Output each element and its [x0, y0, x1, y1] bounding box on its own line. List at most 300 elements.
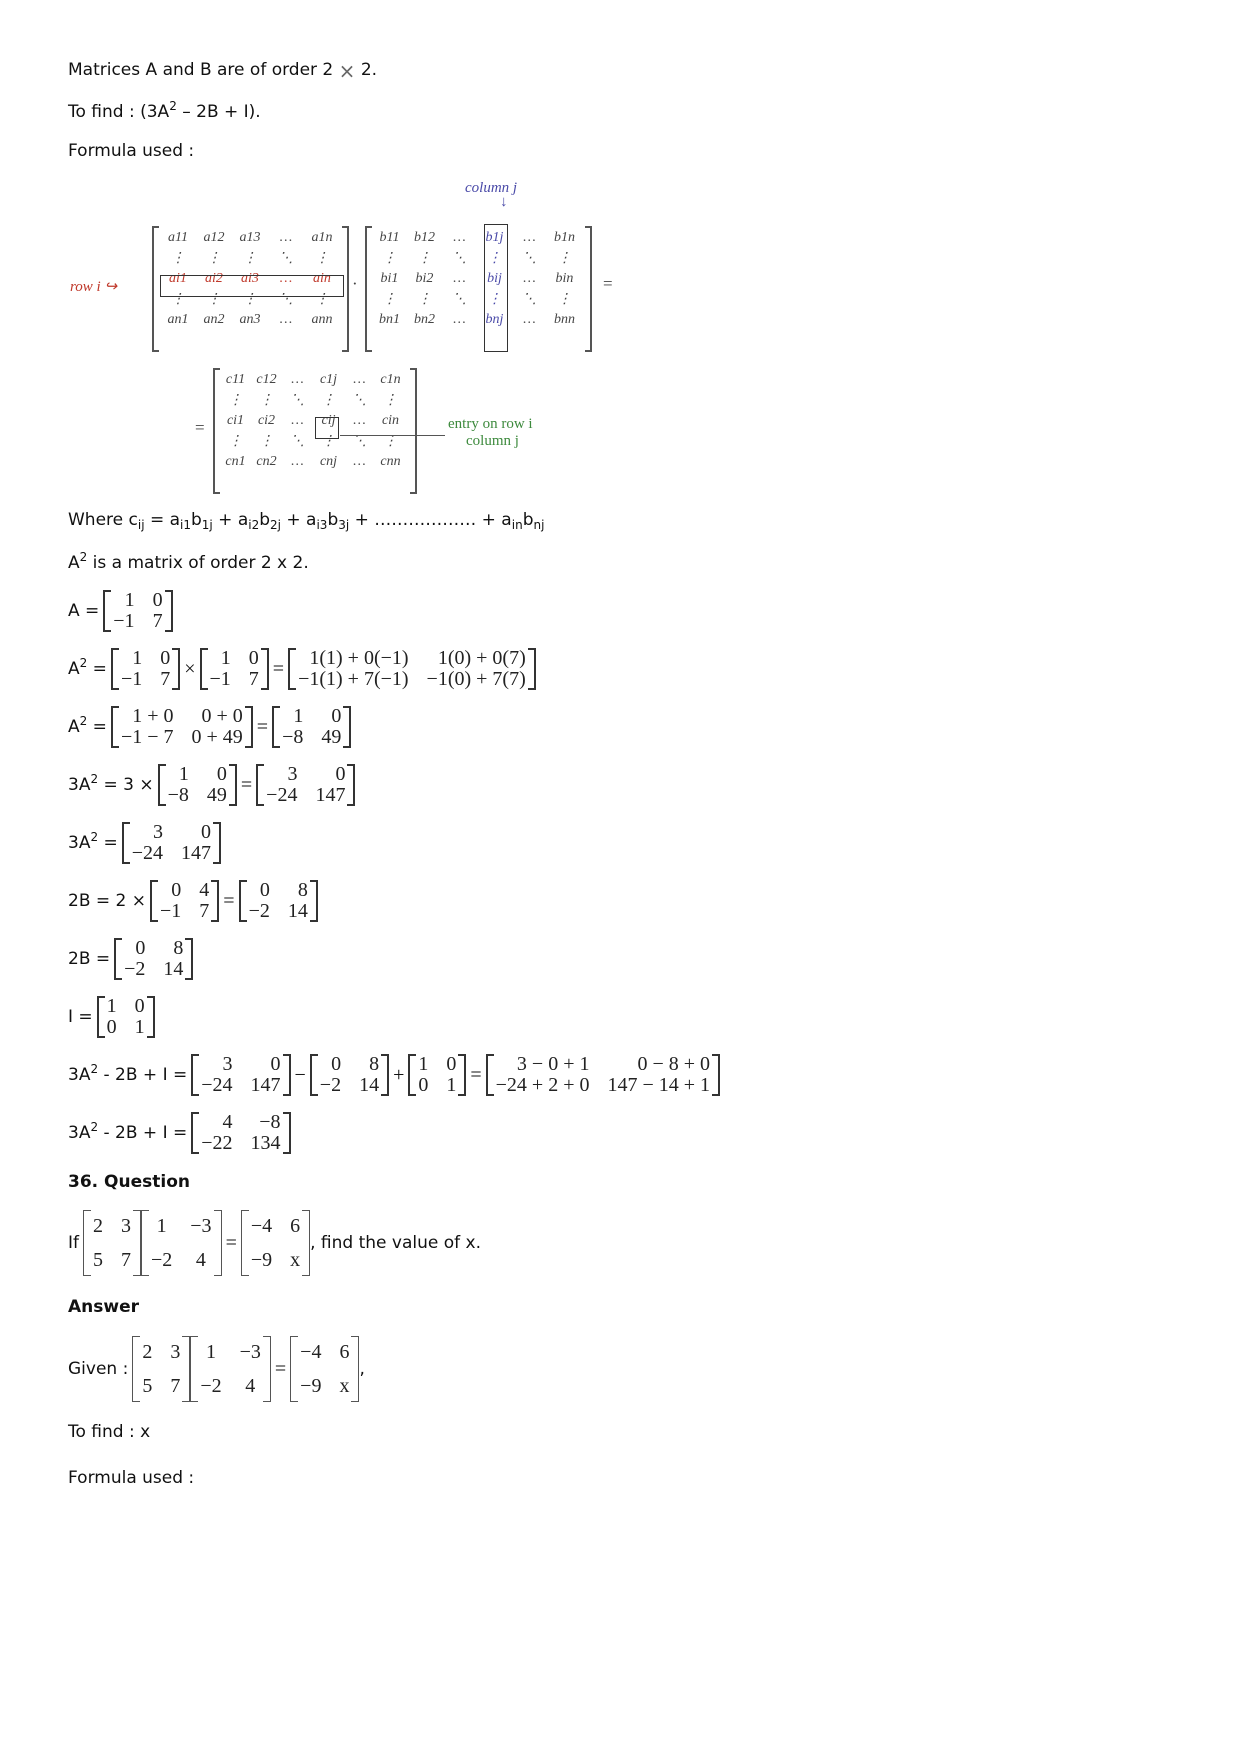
equation-label: 2B = — [68, 949, 111, 969]
matrix-c — [220, 372, 406, 470]
matrix-entry: −22 — [201, 1132, 233, 1154]
bracket-left — [200, 648, 208, 690]
matrix-entry: −3 — [190, 1215, 212, 1237]
matrix-entry: an2 — [203, 312, 225, 327]
matrix-entry: 2 — [142, 1341, 153, 1363]
bracket-left — [288, 648, 296, 690]
matrix-entry: 1 — [220, 647, 231, 669]
matrix-entry: ⋮ — [259, 434, 274, 449]
matrix-entry: … — [453, 230, 466, 245]
matrix-entry: 1 — [446, 1074, 457, 1096]
bracket-left — [114, 938, 122, 980]
bracket-right — [381, 1054, 389, 1096]
matrix-entry: 0 — [135, 937, 146, 959]
matrix-entry: ⋮ — [382, 251, 397, 266]
matrix-entry: −1 — [209, 668, 231, 690]
matrix-entry: b1n — [554, 230, 575, 245]
matrix-entry: 3 — [121, 1215, 131, 1237]
matrix-entry: 0 − 8 + 0 — [637, 1053, 711, 1075]
matrix — [141, 1210, 222, 1276]
matrix-entry: 7 — [248, 668, 259, 690]
matrix — [239, 880, 318, 922]
matrix-entry: ⋮ — [557, 251, 572, 266]
to-find-sup: 2 — [169, 99, 177, 113]
matrix-entry: ⋮ — [171, 292, 185, 307]
matrix-entry: 5 — [93, 1249, 103, 1271]
matrix-entry: 0 — [152, 589, 163, 611]
matrix-entry: ⋱ — [452, 292, 467, 307]
matrix-entry: 4 — [199, 879, 210, 901]
matrix — [272, 706, 351, 748]
matrix-entry: ⋮ — [417, 251, 432, 266]
matrix-entry: −24 — [131, 842, 164, 864]
matrix-entry: −1 — [160, 900, 182, 922]
matrix-entry: an3 — [239, 312, 261, 327]
to-find-line — [68, 99, 261, 122]
bracket-left — [150, 880, 158, 922]
matrix-entry: −2 — [200, 1375, 222, 1397]
matrix-entry: 3 — [153, 821, 164, 843]
matrix-entry: cn2 — [256, 454, 277, 469]
matrix-entry: 3 − 0 + 1 — [516, 1053, 590, 1075]
matrix-entry: −2 — [124, 958, 146, 980]
bracket-left — [122, 822, 130, 864]
bracket-left — [241, 1210, 249, 1276]
bracket-left — [132, 1336, 140, 1402]
a-squared-simplified — [68, 706, 351, 748]
equation-label: I = — [68, 1007, 93, 1027]
matrix-entry: ai2 — [205, 271, 223, 286]
matrix-entry: a1n — [311, 230, 333, 245]
matrix-entry: b1j — [485, 230, 504, 245]
matrix-entry: −1 — [120, 668, 143, 690]
matrix-entry: ⋮ — [228, 434, 243, 449]
matrix-entry: 0 + 0 — [201, 705, 243, 727]
matrix-entry: … — [291, 454, 304, 469]
matrix-entry: b11 — [379, 230, 400, 245]
matrix-entry: … — [291, 372, 304, 387]
matrix-entry: 1 — [178, 763, 189, 785]
matrix-entry: bnj — [485, 312, 504, 327]
bracket-left — [152, 226, 159, 352]
matrix-entry: ai1 — [169, 271, 187, 286]
matrix-entry: 134 — [250, 1132, 281, 1154]
matrix-entry: 6 — [339, 1341, 350, 1363]
question-heading: 36. Question — [68, 1172, 190, 1192]
matrix-entry: 8 — [297, 879, 308, 901]
matrix-entry: ⋮ — [321, 393, 336, 408]
matrix-entry: a13 — [239, 230, 261, 245]
matrix-entry: cij — [321, 413, 336, 428]
matrix-entry: 1 — [124, 589, 135, 611]
matrix-entry: −24 — [266, 784, 298, 806]
matrix-entry: ⋮ — [259, 393, 274, 408]
matrix-entry: 49 — [321, 726, 342, 748]
matrix-entry: bn2 — [414, 312, 435, 327]
bracket-left — [239, 880, 247, 922]
matrix-entry: ⋮ — [321, 434, 336, 449]
two-b-product — [68, 880, 318, 922]
matrix-entry: c1n — [380, 372, 401, 387]
bracket-right — [351, 1336, 359, 1402]
cij-definition: Where $c_{ij} = a_{i1}b_{1j} + a_{i2}b_{2j} + a_{i3}b_{3j}$ + ……………… + $a_{in}b_{nj}$ — [68, 510, 545, 532]
bracket-right — [211, 880, 219, 922]
two-b — [68, 938, 193, 980]
matrix-entry: … — [291, 413, 304, 428]
equation-label: 2B = 2 × — [68, 891, 146, 911]
matrix — [486, 1054, 720, 1096]
matrix-entry: 4 — [222, 1111, 233, 1133]
matrix-entry: 1 — [132, 647, 143, 669]
matrix-entry: −8 — [167, 784, 189, 806]
row-highlight-box — [160, 275, 344, 297]
matrix — [111, 706, 253, 748]
matrix-entry: 0 — [106, 1016, 117, 1038]
matrix-a-definition — [68, 590, 173, 632]
to-find-prefix: To find : (3A — [68, 102, 170, 122]
matrix — [114, 938, 193, 980]
equals-sign: = — [256, 715, 269, 738]
bracket-right — [283, 1054, 291, 1096]
matrix-entry: 0 — [418, 1074, 429, 1096]
matrix-entry: 14 — [287, 900, 308, 922]
matrix-entry: 0 — [201, 821, 212, 843]
matrix-entry: −8 — [282, 726, 304, 748]
matrix-entry: 147 − 14 + 1 — [607, 1074, 711, 1096]
bracket-left — [310, 1054, 318, 1096]
matrix-entry: bnn — [554, 312, 575, 327]
bracket-left — [111, 706, 119, 748]
matrix-entry: cnj — [319, 454, 338, 469]
matrix — [310, 1054, 389, 1096]
matrix-entry: 8 — [173, 937, 184, 959]
matrix — [132, 1336, 190, 1402]
bracket-right — [347, 764, 355, 806]
bracket-right — [310, 880, 318, 922]
bracket-left — [190, 1336, 198, 1402]
matrix — [191, 1112, 290, 1154]
bracket-left — [272, 706, 280, 748]
matrix-entry: 1 — [156, 1215, 167, 1237]
matrix-entry: 0 + 49 — [191, 726, 243, 748]
bracket-left — [408, 1054, 416, 1096]
matrix-entry: ⋮ — [487, 251, 502, 266]
bracket-left — [256, 764, 264, 806]
matrix-entry: ⋱ — [290, 434, 305, 449]
bracket-left — [486, 1054, 494, 1096]
bracket-right — [585, 226, 592, 352]
a2-order-statement: $A^2$ is a matrix of order 2 x 2. — [68, 550, 309, 573]
matrix — [241, 1210, 310, 1276]
equals-sign: = — [603, 274, 613, 293]
matrix-entry: … — [279, 271, 293, 286]
entry-label-line2: column j — [466, 433, 519, 449]
identity-matrix — [68, 996, 155, 1038]
connector-line — [340, 435, 445, 436]
bracket-right — [185, 938, 193, 980]
matrix-entry: −2 — [151, 1249, 173, 1271]
final-result — [68, 1112, 291, 1154]
matrix-entry: 1(0) + 0(7) — [437, 647, 526, 669]
matrix-entry: c12 — [256, 372, 277, 387]
bracket-left — [290, 1336, 298, 1402]
matrix-entry: 0 — [160, 647, 171, 669]
formula-used-label-2: Formula used : — [68, 1468, 195, 1488]
equation-label: $3A^2 = 3$ × — [68, 772, 154, 795]
bracket-left — [158, 764, 166, 806]
bracket-left — [83, 1210, 91, 1276]
bracket-right — [147, 996, 155, 1038]
matrix-entry: … — [523, 271, 536, 286]
matrix-entry: −1 − 7 — [120, 726, 174, 748]
matrix-entry: cin — [381, 413, 400, 428]
matrix-entry: ⋱ — [452, 251, 467, 266]
matrix-multiplication-diagram — [60, 180, 660, 500]
matrix-entry: 6 — [290, 1215, 301, 1237]
matrix-entry: bin — [555, 271, 574, 286]
times-icon: × — [338, 59, 356, 83]
bracket-right — [302, 1210, 310, 1276]
question-suffix: , find the value of x. — [310, 1233, 482, 1253]
given-suffix: , — [359, 1359, 365, 1379]
operator: × — [184, 657, 196, 680]
bracket-right — [172, 648, 180, 690]
bracket-right — [458, 1054, 466, 1096]
matrix-entry: −8 — [259, 1111, 281, 1133]
bracket-right — [165, 590, 173, 632]
row-i-label: row i ↪ — [70, 279, 118, 295]
to-find-x: To find : x — [68, 1422, 151, 1442]
matrix-entry: ⋮ — [207, 292, 221, 307]
matrix-entry: 14 — [163, 958, 184, 980]
bracket-right — [528, 648, 536, 690]
matrix-entry: 4 — [195, 1249, 206, 1271]
given-label: Given : — [68, 1359, 129, 1379]
bracket-right — [214, 1210, 222, 1276]
matrix-entry: … — [353, 413, 366, 428]
matrix-entry: ⋱ — [279, 292, 293, 307]
matrix-entry: ⋮ — [383, 393, 398, 408]
matrix-entry: 4 — [245, 1375, 256, 1397]
matrix-entry: … — [453, 312, 466, 327]
matrix-entry: a12 — [203, 230, 225, 245]
bracket-right — [410, 368, 417, 494]
matrix-entry: ci1 — [226, 413, 245, 428]
matrix-entry: 7 — [160, 668, 171, 690]
matrix-entry: 147 — [250, 1074, 281, 1096]
bracket-right — [263, 1336, 271, 1402]
matrix — [191, 1054, 290, 1096]
matrix-entry: 7 — [170, 1375, 181, 1397]
matrix — [150, 880, 219, 922]
matrix-entry: ⋮ — [487, 292, 502, 307]
matrix-entry: c11 — [225, 372, 246, 387]
matrix-entry: 3 — [222, 1053, 233, 1075]
matrix-entry: 0 — [171, 879, 182, 901]
given-equation — [68, 1336, 369, 1402]
matrix-entry: … — [523, 230, 536, 245]
matrix-entry: −2 — [248, 900, 270, 922]
column-highlight-box — [484, 224, 508, 352]
if-label: If — [68, 1233, 79, 1253]
bracket-left — [103, 590, 111, 632]
matrix-entry: bi2 — [415, 271, 434, 286]
bracket-right — [213, 822, 221, 864]
matrix-entry: 147 — [315, 784, 346, 806]
matrix-entry: 1 — [134, 1016, 145, 1038]
matrix-entry: ⋮ — [315, 251, 329, 266]
matrix-entry: −3 — [239, 1341, 261, 1363]
matrix-entry: 1 — [293, 705, 304, 727]
matrix-entry: a11 — [168, 230, 188, 245]
matrix-entry: −4 — [300, 1341, 322, 1363]
bracket-right — [229, 764, 237, 806]
matrix-entry: 5 — [142, 1375, 153, 1397]
bracket-right — [343, 706, 351, 748]
matrix-entry: … — [523, 312, 536, 327]
column-arrow-icon: ↓ — [500, 194, 508, 210]
matrix-entry: 0 — [446, 1053, 457, 1075]
matrix-entry: 1 + 0 — [132, 705, 174, 727]
matrix-entry: 7 — [121, 1249, 131, 1271]
matrix-entry: 2 — [93, 1215, 103, 1237]
matrix-entry: 0 — [331, 1053, 342, 1075]
matrix-entry: 3 — [170, 1341, 181, 1363]
matrix-entry: ⋱ — [522, 292, 537, 307]
equation-label: $A^2$ = — [68, 656, 107, 679]
matrix-entry: 147 — [181, 842, 212, 864]
matrix-entry: −24 — [201, 1074, 233, 1096]
matrix-entry: … — [453, 271, 466, 286]
matrix-entry: ⋱ — [279, 251, 293, 266]
matrix-entry: 0 — [335, 763, 346, 785]
bracket-left — [365, 226, 372, 352]
bracket-right — [182, 1336, 190, 1402]
matrix-entry: ci2 — [257, 413, 276, 428]
matrix — [288, 648, 536, 690]
matrix-entry: −9 — [300, 1375, 322, 1397]
matrix-entry: 0 — [259, 879, 270, 901]
matrix-entry: bi1 — [380, 271, 399, 286]
matrix — [190, 1336, 271, 1402]
matrix — [122, 822, 221, 864]
matrix — [111, 648, 180, 690]
matrix — [256, 764, 355, 806]
matrix-entry: ⋮ — [557, 292, 572, 307]
equals-sign: = — [225, 1231, 237, 1254]
matrix-entry: … — [353, 372, 366, 387]
matrix-entry: 1(1) + 0(−1) — [309, 647, 409, 669]
bracket-left — [111, 648, 119, 690]
operator: − — [294, 1063, 306, 1086]
to-find-suffix: – 2B + I). — [176, 102, 261, 122]
matrix-entry: ain — [313, 271, 331, 286]
matrix-entry: bn1 — [379, 312, 400, 327]
matrix — [200, 648, 269, 690]
matrix-entry: −2 — [319, 1074, 342, 1096]
matrix-entry: −9 — [250, 1249, 273, 1271]
matrix — [158, 764, 237, 806]
matrix-entry: ⋮ — [207, 251, 221, 266]
matrix-entry: 49 — [206, 784, 227, 806]
three-a-squared-product — [68, 764, 355, 806]
matrix-entry: … — [279, 230, 293, 245]
dot-operator: · — [352, 274, 358, 293]
bracket-left — [213, 368, 220, 494]
equation-label: $A^2$ = — [68, 714, 107, 737]
matrix-entry: 1 — [106, 995, 117, 1017]
matrix — [408, 1054, 466, 1096]
matrix-entry: ai3 — [241, 271, 259, 286]
equals-sign: = — [223, 889, 235, 912]
matrix — [97, 996, 155, 1038]
matrix-entry: x — [339, 1375, 350, 1397]
column-j-label: column j — [465, 180, 518, 196]
matrix-entry: ann — [311, 312, 333, 327]
matrix-entry: cnn — [380, 454, 401, 469]
equals-sign: = — [272, 657, 285, 680]
equals-sign: = — [274, 1357, 287, 1380]
matrix-entry: 7 — [152, 610, 163, 632]
matrix-entry: 8 — [369, 1053, 380, 1075]
equation-label: $3A^2 - 2B + I$ = — [68, 1120, 188, 1143]
matrix-entry: ⋱ — [290, 393, 305, 408]
bracket-right — [245, 706, 253, 748]
matrix-entry: ⋮ — [243, 251, 257, 266]
combined-expression — [68, 1054, 720, 1096]
matrix-entry: ⋱ — [352, 434, 367, 449]
matrix-entry: 0 — [248, 647, 259, 669]
matrix-entry: ⋮ — [171, 251, 185, 266]
matrix-entry: ⋮ — [228, 393, 243, 408]
matrix-entry: 0 — [134, 995, 145, 1017]
equation-label: $3A^2 - 2B + I$ = — [68, 1062, 188, 1085]
entry-highlight-box — [315, 417, 339, 439]
matrix-entry: ⋮ — [243, 292, 257, 307]
matrix-entry: 1 — [418, 1053, 429, 1075]
equation-label: A = — [68, 601, 100, 621]
bracket-left — [141, 1210, 149, 1276]
bracket-right — [133, 1210, 141, 1276]
order-statement — [68, 58, 378, 83]
matrix-entry: b12 — [414, 230, 435, 245]
order-suffix: 2. — [360, 60, 378, 80]
operator: + — [393, 1063, 405, 1086]
matrix-entry: ⋮ — [383, 434, 398, 449]
equals-sign: = — [195, 418, 205, 437]
matrix-entry: −1(0) + 7(7) — [426, 668, 526, 690]
matrix-entry: 0 — [270, 1053, 281, 1075]
matrix-entry: ⋱ — [522, 251, 537, 266]
formula-used-label: Formula used : — [68, 141, 195, 161]
matrix — [290, 1336, 359, 1402]
entry-label — [448, 416, 533, 450]
matrix-entry: 3 — [287, 763, 298, 785]
matrix-entry: 0 — [331, 705, 342, 727]
question-equation — [68, 1210, 485, 1276]
matrix-entry: −24 + 2 + 0 — [495, 1074, 590, 1096]
matrix-b — [372, 230, 582, 328]
a-squared-product — [68, 648, 536, 690]
bracket-left — [191, 1112, 199, 1154]
equals-sign: = — [470, 1063, 482, 1086]
matrix — [83, 1210, 141, 1276]
matrix-entry: −1 — [113, 610, 135, 632]
three-a-squared — [68, 822, 221, 864]
matrix-entry: 1 — [205, 1341, 216, 1363]
answer-heading: Answer — [68, 1297, 139, 1317]
entry-label-line1: entry on row i — [448, 416, 533, 432]
